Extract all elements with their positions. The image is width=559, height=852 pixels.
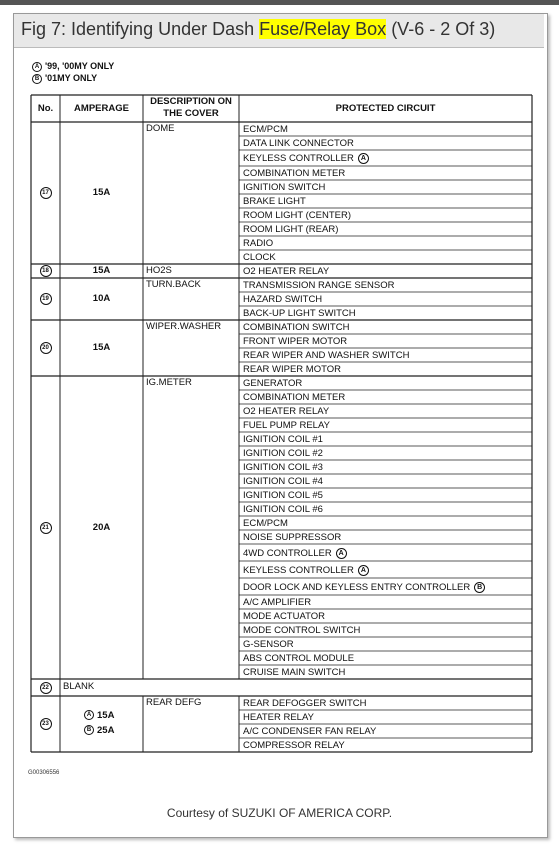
protected-circuit-item	[243, 611, 325, 623]
circuit-mark-a: A	[336, 548, 347, 559]
legend-text-b: '01MY ONLY	[45, 73, 98, 83]
protected-circuit-item	[243, 294, 322, 306]
circuit-label: BACK-UP LIGHT SWITCH	[243, 308, 356, 319]
mark-a: A	[84, 710, 94, 720]
fuse-amperage: 15A	[92, 342, 111, 353]
protected-circuit-item	[243, 582, 485, 594]
fuse-amperage: 10A	[92, 293, 111, 304]
protected-circuit-item	[243, 490, 323, 502]
fuse-amperage: 15A	[92, 187, 111, 198]
cover-description: DOME	[146, 123, 175, 134]
protected-circuit-item	[243, 266, 329, 278]
protected-circuit-item	[243, 518, 288, 530]
blank-label: BLANK	[63, 681, 95, 692]
protected-circuit-item	[243, 726, 376, 738]
circuit-label: CLOCK	[243, 252, 276, 263]
protected-circuit-item	[243, 434, 323, 446]
circuit-label: DATA LINK CONNECTOR	[243, 138, 354, 149]
protected-circuit-item	[243, 532, 341, 544]
fuse-number-circle: 17	[40, 187, 52, 199]
cover-description: WIPER.WASHER	[146, 321, 222, 332]
credit-line: Courtesy of SUZUKI OF AMERICA CORP.	[166, 806, 393, 820]
fuse-number-circle: 19	[40, 293, 52, 305]
fuse-number-circle: 20	[40, 342, 52, 354]
circuit-label: CRUISE MAIN SWITCH	[243, 667, 346, 678]
protected-circuit-item	[243, 597, 311, 609]
figure-code: G00306556	[28, 770, 60, 776]
protected-circuit-item	[243, 667, 345, 679]
header-no: No.	[37, 103, 54, 114]
circuit-label: BRAKE LIGHT	[243, 196, 306, 207]
fuse-number	[31, 717, 60, 730]
amp-a-value: 15A	[97, 710, 115, 721]
title-suffix: (V-6 - 2 Of 3)	[386, 19, 496, 39]
circuit-label: COMBINATION SWITCH	[243, 322, 350, 333]
protected-circuit-item	[243, 168, 345, 180]
circuit-label: ROOM LIGHT (REAR)	[243, 224, 339, 235]
circuit-label: ABS CONTROL MODULE	[243, 653, 355, 664]
circuit-mark-a: A	[358, 565, 369, 576]
fuse-amperage-b	[84, 725, 114, 737]
header-description-line2: THE COVER	[163, 108, 219, 119]
fuse-number	[31, 264, 60, 277]
fuse-number	[31, 521, 60, 534]
protected-circuit-item	[243, 210, 351, 222]
protected-circuit-item	[243, 153, 369, 165]
fuse-number-circle: 23	[40, 718, 52, 730]
protected-circuit-item	[243, 124, 288, 136]
mark-b: B	[84, 725, 94, 735]
circuit-label: FRONT WIPER MOTOR	[243, 336, 348, 347]
circuit-label: REAR DEFOGGER SWITCH	[243, 698, 367, 709]
circuit-label: IGNITION COIL #1	[243, 434, 323, 445]
protected-circuit-item	[243, 336, 347, 348]
protected-circuit-item	[243, 448, 323, 460]
fuse-number	[31, 292, 60, 305]
circuit-label: G-SENSOR	[243, 639, 294, 650]
legend-text-a: '99, '00MY ONLY	[45, 61, 115, 71]
circuit-label: 4WD CONTROLLER	[243, 547, 332, 559]
protected-circuit-item	[243, 698, 367, 710]
protected-circuit-item	[243, 653, 354, 665]
circuit-label: DOOR LOCK AND KEYLESS ENTRY CONTROLLER	[243, 581, 471, 593]
fuse-number	[31, 186, 60, 199]
legend-mark-b: B	[32, 74, 42, 84]
legend-mark-a: A	[32, 62, 42, 72]
protected-circuit-item	[243, 196, 306, 208]
protected-circuit-item	[243, 392, 345, 404]
protected-circuit-item	[243, 712, 314, 724]
cover-description: IG.METER	[146, 377, 192, 388]
protected-circuit-item	[243, 625, 360, 637]
circuit-label: IGNITION COIL #6	[243, 504, 323, 515]
circuit-label: MODE CONTROL SWITCH	[243, 625, 361, 636]
protected-circuit-item	[243, 364, 341, 376]
circuit-label: IGNITION COIL #2	[243, 448, 323, 459]
protected-circuit-item	[243, 138, 354, 150]
circuit-label: REAR WIPER MOTOR	[243, 364, 341, 375]
circuit-label: HAZARD SWITCH	[243, 294, 323, 305]
cover-description: TURN.BACK	[146, 279, 201, 290]
title-highlight: Fuse/Relay Box	[259, 19, 387, 39]
circuit-label: ECM/PCM	[243, 518, 288, 529]
title-prefix: Fig 7: Identifying Under Dash	[21, 19, 260, 39]
fuse-amperage: 20A	[92, 521, 111, 533]
circuit-label: O2 HEATER RELAY	[243, 266, 330, 277]
circuit-label: A/C AMPLIFIER	[243, 597, 312, 608]
protected-circuit-item	[243, 378, 302, 390]
amp-b-value: 25A	[97, 725, 115, 736]
protected-circuit-item	[243, 252, 276, 264]
protected-circuit-item	[243, 406, 329, 418]
protected-circuit-item	[243, 322, 349, 334]
circuit-label: COMBINATION METER	[243, 168, 346, 179]
protected-circuit-item	[243, 280, 395, 292]
header-protected-circuit: PROTECTED CIRCUIT	[335, 103, 436, 114]
protected-circuit-item	[243, 548, 347, 560]
circuit-label: IGNITION COIL #5	[243, 490, 323, 501]
protected-circuit-item	[243, 639, 294, 651]
fuse-number	[31, 341, 60, 354]
fuse-number-circle: 21	[40, 522, 52, 534]
protected-circuit-item	[243, 462, 323, 474]
fuse-number-circle: 22	[40, 682, 52, 694]
protected-circuit-item	[243, 182, 325, 194]
circuit-label: NOISE SUPPRESSOR	[243, 532, 342, 543]
circuit-label: MODE ACTUATOR	[243, 611, 325, 622]
circuit-mark-a: A	[358, 153, 369, 164]
protected-circuit-item	[243, 350, 409, 362]
circuit-mark-b: B	[474, 582, 485, 593]
circuit-label: TRANSMISSION RANGE SENSOR	[243, 280, 395, 291]
fuse-amperage: 15A	[92, 265, 111, 276]
circuit-label: COMBINATION METER	[243, 392, 346, 403]
circuit-label: ECM/PCM	[243, 124, 288, 135]
protected-circuit-item	[243, 308, 356, 320]
circuit-label: FUEL PUMP RELAY	[243, 420, 330, 431]
fuse-amperage-a	[84, 710, 114, 722]
protected-circuit-item	[243, 420, 330, 432]
fuse-number-circle: 18	[40, 265, 52, 277]
protected-circuit-item	[243, 238, 273, 250]
cover-description: HO2S	[146, 265, 172, 276]
protected-circuit-item	[243, 565, 369, 577]
circuit-label: KEYLESS CONTROLLER	[243, 153, 354, 165]
circuit-label: COMPRESSOR RELAY	[243, 740, 345, 751]
protected-circuit-item	[243, 504, 323, 516]
circuit-label: GENERATOR	[243, 378, 303, 389]
circuit-label: RADIO	[243, 238, 274, 249]
circuit-label: REAR WIPER AND WASHER SWITCH	[243, 350, 410, 361]
circuit-label: ROOM LIGHT (CENTER)	[243, 210, 352, 221]
circuit-label: KEYLESS CONTROLLER	[243, 564, 354, 576]
circuit-label: O2 HEATER RELAY	[243, 406, 330, 417]
header-amperage: AMPERAGE	[74, 103, 129, 114]
circuit-label: IGNITION COIL #3	[243, 462, 323, 473]
circuit-label: HEATER RELAY	[243, 712, 314, 723]
cover-description: REAR DEFG	[146, 697, 202, 708]
circuit-label: IGNITION COIL #4	[243, 476, 323, 487]
header-description-line1: DESCRIPTION ON	[150, 96, 232, 107]
circuit-label: A/C CONDENSER FAN RELAY	[243, 726, 377, 737]
protected-circuit-item	[243, 740, 345, 752]
protected-circuit-item	[243, 476, 323, 488]
circuit-label: IGNITION SWITCH	[243, 182, 326, 193]
fuse-number	[31, 681, 60, 694]
protected-circuit-item	[243, 224, 338, 236]
